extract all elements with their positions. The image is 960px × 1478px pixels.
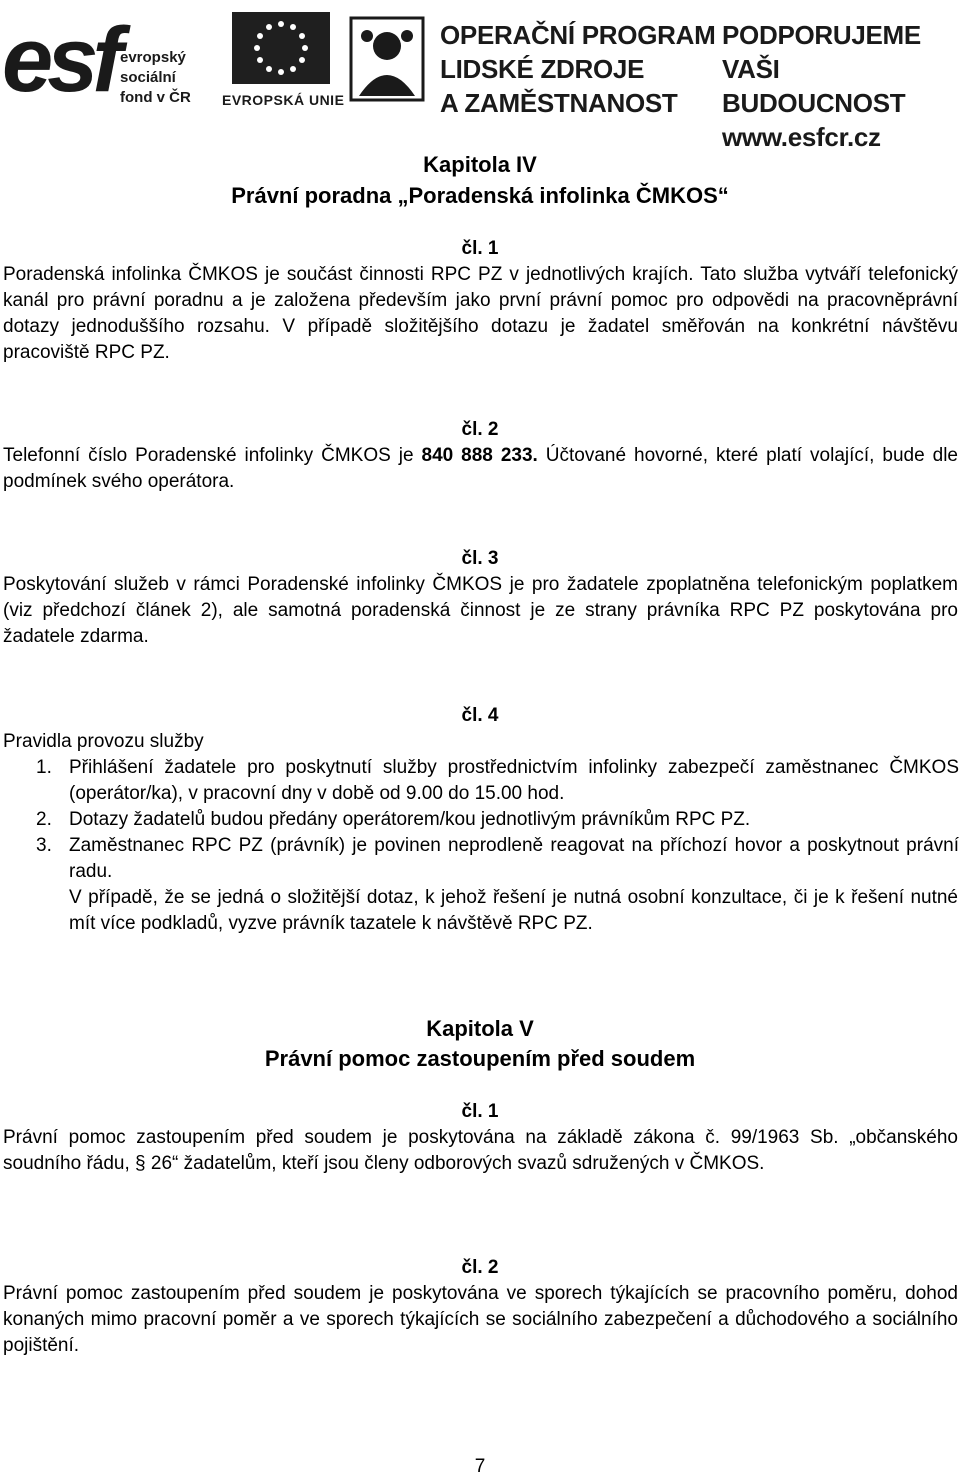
ch4-article-1-text: Poradenská infolinka ČMKOS je součást činnosti RPC PZ v jednotlivých krajích. Tato služba vytváří telefonický kanál pro právní poradnu a je založena především jako první právní pomoc pro odpovědi na pracovněprávní dotazy jednoduššího rozsahu. V případě složitějšího dotazu je žadatel směřován na konkrétní návštěvu pracoviště RPC PZ.: [3, 264, 958, 363]
rule-item: [3, 807, 958, 833]
ch5-article-1-heading: čl. 1: [461, 1101, 499, 1122]
infoline-phone-number: 840 888 233.: [421, 445, 538, 466]
op-line: OPERAČNÍ PROGRAM: [440, 20, 716, 50]
ch4-article-2-text: [3, 443, 958, 495]
rule-item: [3, 833, 958, 885]
rule-number: 2.: [36, 809, 52, 830]
esf-text-line: evropský: [120, 49, 186, 66]
esf-text-line: sociální: [120, 69, 176, 86]
page-number: 7: [474, 1456, 486, 1477]
op-line: A ZAMĚSTNANOST: [440, 88, 678, 118]
ch4-article-2-text-b: Účtované hovorné, které platí volající, bude dle podmínek svého operátora.: [3, 445, 958, 492]
header-logos: [0, 0, 960, 152]
ch4-article-4-intro: Pravidla provozu služby: [3, 731, 204, 752]
support-line: VAŠI BUDOUCNOST: [722, 54, 906, 118]
ch4-article-3-heading: čl. 3: [461, 548, 499, 569]
rule-3-continuation: V případě, že se jedná o složitější dotaz, k jehož řešení je nutná osobní konzultace, či je k řešení nutné mít více podkladů, vyzve právník tazatele k návštěvě RPC PZ.: [69, 887, 958, 934]
ch4-article-2-heading: čl. 2: [461, 419, 499, 440]
op-logo-icon: [345, 14, 429, 104]
esf-text-line: fond v ČR: [120, 89, 191, 106]
ch4-article-1-heading: čl. 1: [461, 238, 499, 259]
chapter-4-title: Právní poradna „Poradenská infolinka ČMKOS“: [231, 183, 729, 208]
op-text: [440, 18, 715, 120]
rule-text: Přihlášení žadatele pro poskytnutí služby prostřednictvím infolinky zabezpečí zaměstnanec ČMKOS (operátor/ka), v pracovní dny v době od 9.00 do 15.00 hod.: [69, 757, 959, 804]
rule-item: [3, 755, 958, 807]
esf-logo: [0, 8, 220, 112]
support-line: PODPORUJEME: [722, 20, 921, 50]
support-text: [722, 18, 960, 154]
ch5-article-2-text: Právní pomoc zastoupením před soudem je poskytována ve sporech týkajících se pracovního poměru, dohod konaných mimo pracovní poměr a ve sporech týkajících se sociálního zabezpečení a důchodového a sociálního pojištění.: [3, 1283, 958, 1356]
rule-text: Dotazy žadatelů budou předány operátorem/kou jednotlivým právníkům RPC PZ.: [69, 809, 751, 830]
eu-label: EVROPSKÁ UNIE: [222, 92, 345, 108]
eu-flag-icon: [232, 12, 330, 84]
rule-number: 1.: [36, 757, 52, 778]
ch4-article-3-text: Poskytování služeb v rámci Poradenské infolinky ČMKOS je pro žadatele zpoplatněna telefonickým poplatkem (viz předchozí článek 2), ale samotná poradenská činnost je ze strany právníka RPC PZ poskytována pro žadatele zdarma.: [3, 574, 958, 647]
esf-logo-text: [120, 48, 191, 108]
rule-text: Zaměstnanec RPC PZ (právník) je povinen neprodleně reagovat na příchozí hovor a poskytnout právní radu.: [69, 835, 959, 882]
ch5-article-1-text: Právní pomoc zastoupením před soudem je poskytována na základě zákona č. 99/1963 Sb. „občanského soudního řádu, § 26“ žadatelům, kteří jsou členy odborových svazů sdružených v ČMKOS.: [3, 1127, 958, 1174]
ch4-article-4-heading: čl. 4: [461, 705, 499, 726]
support-url: www.esfcr.cz: [722, 122, 881, 152]
chapter-5-number: Kapitola V: [426, 1016, 534, 1041]
ch4-article-2-text-a: Telefonní číslo Poradenské infolinky ČMKOS je: [3, 445, 422, 466]
rule-number: 3.: [36, 835, 52, 856]
ch5-article-2-heading: čl. 2: [461, 1257, 499, 1278]
esf-logo-letters: esf: [2, 9, 117, 111]
chapter-4-number: Kapitola IV: [423, 152, 537, 177]
chapter-5-title: Právní pomoc zastoupením před soudem: [264, 1046, 696, 1071]
op-line: LIDSKÉ ZDROJE: [440, 54, 645, 84]
